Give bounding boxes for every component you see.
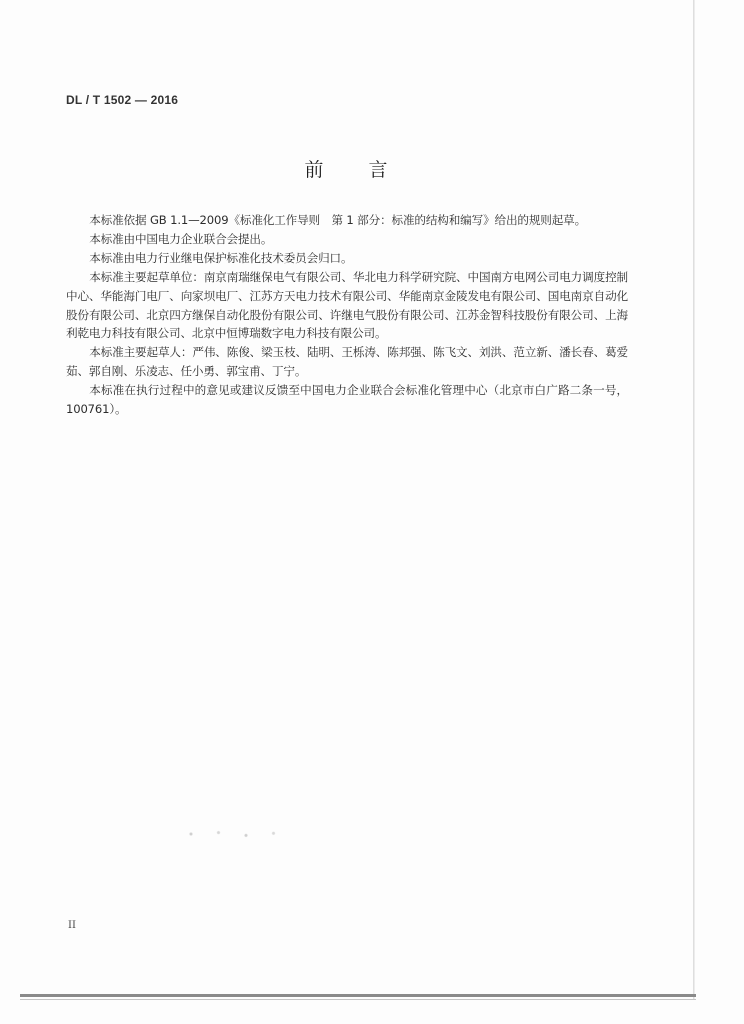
paragraph-drafters: 本标准主要起草人：严伟、陈俊、梁玉枝、陆明、王栎涛、陈邦强、陈飞文、刘洪、范立新、潘长春、葛爱茹、郭自刚、乐凌志、任小勇、郭宝甫、丁宁。 — [66, 345, 628, 379]
paragraph-proposer: 本标准由中国电力企业联合会提出。 — [89, 231, 273, 246]
paragraph-feedback: 本标准在执行过程中的意见或建议反馈至中国电力企业联合会标准化管理中心（北京市白广路二条一号，100761）。 — [66, 383, 628, 417]
paragraph-committee: 本标准由电力行业继电保护标准化技术委员会归口。 — [89, 250, 353, 265]
page-edge-shadow — [693, 0, 695, 1000]
page-number: II — [68, 920, 76, 931]
page-bottom-edge-line — [20, 999, 696, 1000]
standard-code: DL / T 1502 — 2016 — [66, 93, 179, 107]
page-title: 前言 — [304, 159, 433, 181]
foreword-body — [66, 211, 628, 419]
scan-smudge — [180, 827, 290, 841]
paragraph-drafting-units: 本标准主要起草单位：南京南瑞继保电气有限公司、华北电力科学研究院、中国南方电网公司电力调度控制中心、华能海门电厂、向家坝电厂、江苏方天电力技术有限公司、华能南京金陵发电有限公司、国电南京自动化股份有限公司、北京四方继保自动化股份有限公司、许继电气股份有限公司、江苏金智科技股份有限公司、上海利乾电力科技有限公司、北京中恒博瑞数字电力科技有限公司。 — [66, 269, 628, 341]
page-bottom-edge — [20, 994, 696, 997]
paragraph-drafting-basis: 本标准依据 GB 1.1—2009《标准化工作导则 第 1 部分：标准的结构和编写》给出的规则起草。 — [89, 213, 587, 227]
